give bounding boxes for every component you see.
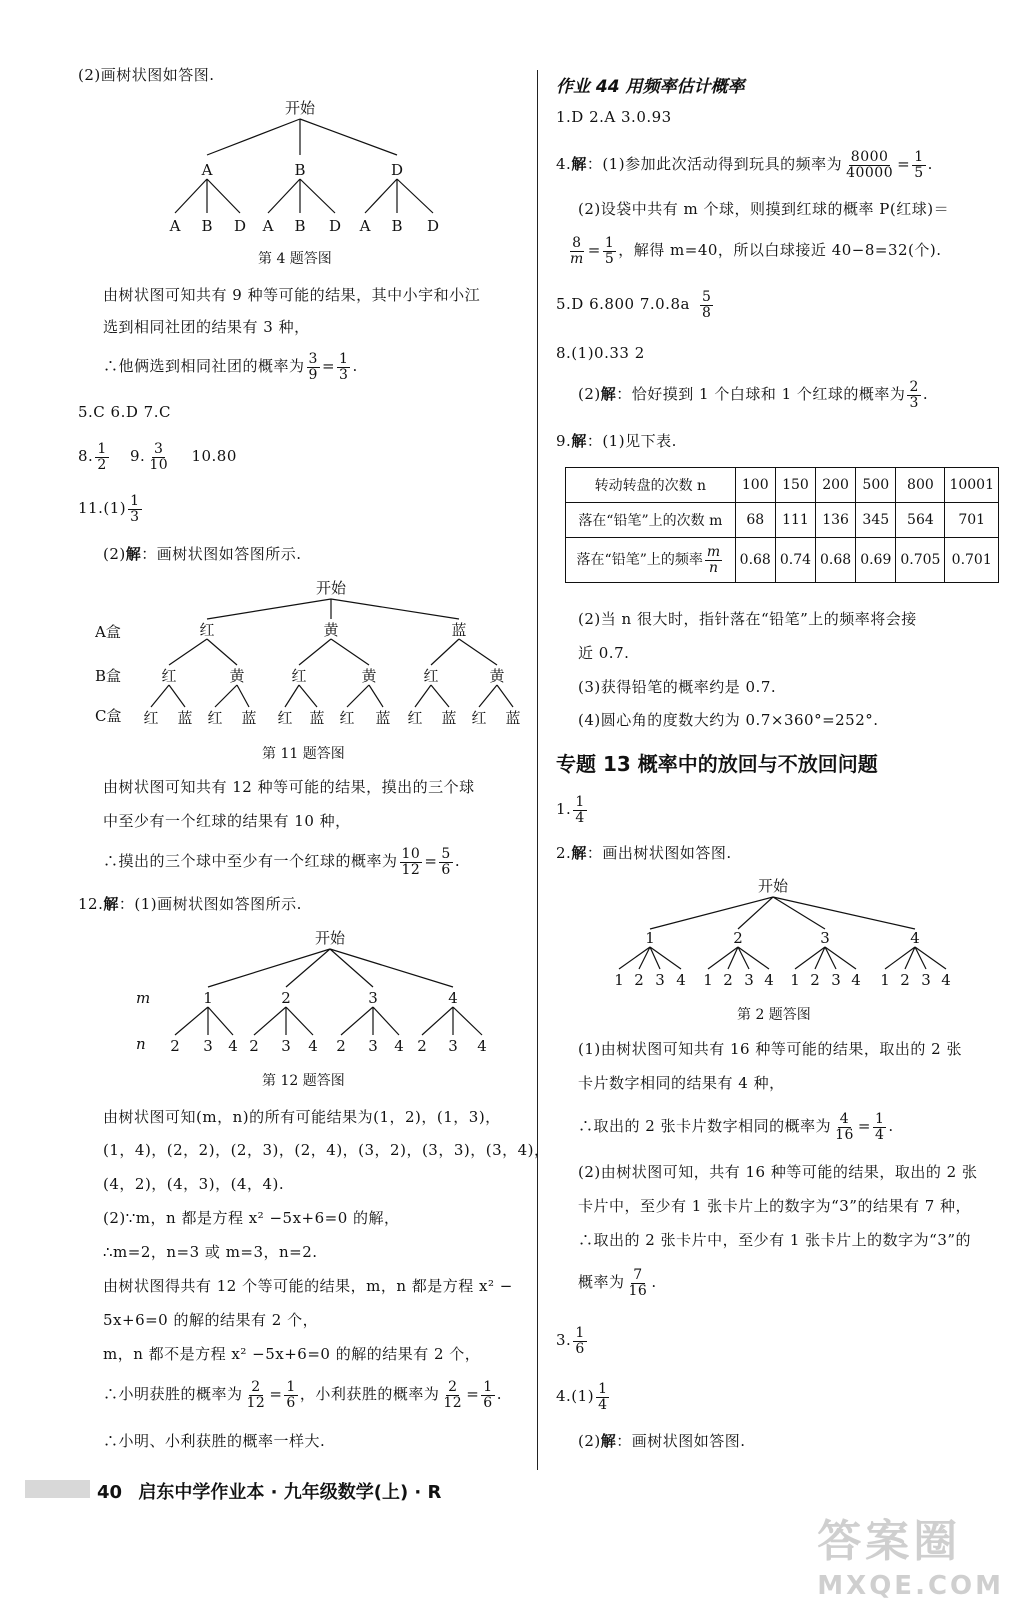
table-cell: 564 — [896, 503, 945, 538]
table-cell: 136 — [816, 503, 856, 538]
svg-text:B: B — [294, 161, 306, 179]
tree-q2 — [605, 873, 965, 993]
line: ∴小明、小利获胜的概率一样大. — [103, 1432, 326, 1450]
svg-text:黄: 黄 — [361, 667, 377, 685]
svg-text:4: 4 — [448, 989, 458, 1007]
svg-text:A盒: A盒 — [95, 623, 121, 641]
svg-text:B: B — [201, 217, 213, 235]
svg-text:黄: 黄 — [323, 621, 339, 639]
svg-text:4: 4 — [308, 1037, 318, 1055]
svg-text:4: 4 — [764, 971, 774, 989]
line: 由树状图可知共有 9 种等可能的结果，其中小宇和小江 — [103, 286, 481, 304]
svg-text:4: 4 — [851, 971, 861, 989]
svg-text:2: 2 — [723, 971, 733, 989]
line: ∴他俩选到相同社团的概率为 $\frac{3}{9}$ = $\frac{1}{3}$ . — [103, 351, 358, 383]
table-row — [566, 503, 999, 538]
table-cell: 111 — [775, 503, 815, 538]
table-row — [566, 468, 999, 503]
table-cell: 200 — [816, 468, 856, 503]
line: (2)∵m，n 都是方程 x² −5x+6=0 的解， — [103, 1209, 400, 1227]
line: (4，2)，(4，3)，(4，4). — [103, 1175, 285, 1193]
line: 由树状图可知(m，n)的所有可能结果为(1，2)，(1，3)， — [103, 1108, 501, 1126]
line: 卡片中，至少有 1 张卡片上的数字为“3”的结果有 7 种， — [578, 1197, 972, 1215]
line: (3)获得铅笔的概率约是 0.7. — [578, 678, 777, 696]
svg-text:黄: 黄 — [489, 667, 505, 685]
table-cell: 0.68 — [816, 538, 856, 583]
svg-text:4: 4 — [228, 1037, 238, 1055]
table-cell: 800 — [896, 468, 945, 503]
figure-caption: 第 11 题答图 — [262, 746, 345, 762]
line: 11.(1) $\frac{1}{3}$ — [78, 493, 140, 525]
homework-title: 作业 44 用频率估计概率 — [556, 77, 745, 97]
page-footer — [25, 1478, 441, 1504]
svg-text:m: m — [136, 989, 151, 1007]
line: 5.C 6.D 7.C — [78, 403, 171, 421]
line: (1)由树状图可知共有 16 种等可能的结果，取出的 2 张 — [578, 1040, 962, 1058]
svg-text:A: A — [201, 161, 213, 179]
svg-text:红: 红 — [199, 621, 215, 639]
svg-text:D: D — [233, 217, 247, 235]
line: ∴取出的 2 张卡片中，至少有 1 张卡片上的数字为“3”的 — [578, 1231, 972, 1249]
line: 12.解：(1)画树状图如答图所示. — [78, 895, 302, 913]
table-cell: 转动转盘的次数 n — [566, 468, 736, 503]
svg-text:3: 3 — [368, 1037, 378, 1055]
line: (2)画树状图如答图. — [78, 66, 215, 84]
line: 由树状图得共有 12 个等可能的结果，m，n 都是方程 x² − — [103, 1277, 513, 1295]
svg-text:红: 红 — [277, 709, 293, 727]
line: m，n 都不是方程 x² −5x+6=0 的解的结果有 2 个， — [103, 1345, 481, 1363]
line: 由树状图可知共有 12 种等可能的结果，摸出的三个球 — [103, 778, 475, 796]
svg-text:3: 3 — [744, 971, 754, 989]
svg-text:D: D — [390, 161, 404, 179]
svg-text:开始: 开始 — [314, 929, 346, 947]
svg-text:红: 红 — [471, 709, 487, 727]
svg-text:红: 红 — [291, 667, 307, 685]
table-cell: 0.701 — [945, 538, 999, 583]
svg-text:1: 1 — [645, 929, 655, 947]
svg-text:4: 4 — [477, 1037, 487, 1055]
line: $\frac{8}{m}$ = $\frac{1}{5}$ ，解得 m=40，所以白球接近 40−8=32(个). — [570, 235, 942, 267]
svg-text:3: 3 — [831, 971, 841, 989]
svg-text:n: n — [136, 1035, 146, 1053]
line: (2)解：画树状图如答图所示. — [103, 545, 302, 563]
line: 3. $\frac{1}{6}$ — [556, 1325, 585, 1357]
svg-text:蓝: 蓝 — [309, 709, 325, 727]
svg-text:蓝: 蓝 — [241, 709, 257, 727]
svg-text:蓝: 蓝 — [177, 709, 193, 727]
svg-text:红: 红 — [143, 709, 159, 727]
line: (4)圆心角的度数大约为 0.7×360°=252°. — [578, 711, 879, 729]
fraction: $\frac{1}{3}$ — [339, 351, 349, 383]
svg-text:2: 2 — [810, 971, 820, 989]
svg-text:2: 2 — [336, 1037, 346, 1055]
watermark: 答案圈 MXQE.COM — [817, 1516, 1004, 1601]
svg-text:3: 3 — [921, 971, 931, 989]
table-cell: 68 — [735, 503, 775, 538]
svg-text:3: 3 — [203, 1037, 213, 1055]
svg-text:红: 红 — [423, 667, 439, 685]
line: 2.解：画出树状图如答图. — [556, 844, 732, 862]
svg-text:A: A — [169, 217, 181, 235]
line: 近 0.7. — [578, 644, 630, 662]
svg-text:4: 4 — [676, 971, 686, 989]
table-row — [566, 538, 999, 583]
column-divider — [537, 70, 538, 1470]
table-cell: 701 — [945, 503, 999, 538]
table-cell: 100 — [735, 468, 775, 503]
line: 卡片数字相同的结果有 4 种， — [578, 1074, 785, 1092]
svg-text:黄: 黄 — [229, 667, 245, 685]
svg-text:红: 红 — [407, 709, 423, 727]
tree-q12 — [130, 925, 510, 1060]
svg-text:D: D — [328, 217, 342, 235]
book-title: 启东中学作业本 · 九年级数学(上) · R — [138, 1482, 442, 1503]
table-cell: 500 — [856, 468, 896, 503]
svg-text:4: 4 — [394, 1037, 404, 1055]
line: 概率为 $\frac{7}{16}$ . — [578, 1267, 657, 1299]
line: (2)当 n 很大时，指针落在“铅笔”上的频率将会接 — [578, 610, 917, 628]
line: 8. $\frac{1}{2}$ 9. $\frac{3}{10}$ 10.80 — [78, 441, 237, 473]
line: 9.解：(1)见下表. — [556, 432, 677, 450]
fraction: $\frac{3}{9}$ — [308, 351, 318, 383]
section-title: 专题 13 概率中的放回与不放回问题 — [556, 752, 878, 776]
svg-text:2: 2 — [733, 929, 743, 947]
svg-text:1: 1 — [880, 971, 890, 989]
tree-node: 开始 — [284, 99, 316, 117]
line: (2)设袋中共有 m 个球，则摸到红球的概率 P(红球)＝ — [578, 200, 950, 218]
svg-text:1: 1 — [614, 971, 624, 989]
svg-text:红: 红 — [161, 667, 177, 685]
line: 中至少有一个红球的结果有 10 种， — [103, 812, 351, 830]
tree-q11 — [95, 575, 535, 735]
figure-caption: 第 4 题答图 — [258, 251, 332, 267]
svg-text:A: A — [262, 217, 274, 235]
line: ∴小明获胜的概率为 $\frac{2}{12}$ = $\frac{1}{6}$ ，小利获胜的概率为 $\frac{2}{12}$ = $\frac{1}{6}$ . — [103, 1379, 502, 1411]
svg-text:蓝: 蓝 — [451, 621, 467, 639]
line: ∴m=2，n=3 或 m=3，n=2. — [103, 1243, 318, 1261]
line: (1，4)，(2，2)，(2，3)，(2，4)，(3，2)，(3，3)，(3，4)， — [103, 1141, 550, 1159]
table-cell: 0.68 — [735, 538, 775, 583]
line: 4.解：(1)参加此次活动得到玩具的频率为 $\frac{8000}{40000}$ = $\frac{1}{5}$ . — [556, 149, 933, 181]
svg-text:3: 3 — [655, 971, 665, 989]
svg-text:3: 3 — [368, 989, 378, 1007]
table-cell: 落在“铅笔”上的次数 m — [566, 503, 736, 538]
table-cell: 落在“铅笔”上的频率 $\frac{m}{n}$ — [566, 538, 736, 583]
svg-text:开始: 开始 — [757, 877, 789, 895]
svg-text:3: 3 — [820, 929, 830, 947]
svg-text:2: 2 — [634, 971, 644, 989]
line: (2)由树状图可知，共有 16 种等可能的结果，取出的 2 张 — [578, 1163, 978, 1181]
svg-text:3: 3 — [281, 1037, 291, 1055]
table-cell: 0.69 — [856, 538, 896, 583]
svg-text:A: A — [359, 217, 371, 235]
svg-text:2: 2 — [417, 1037, 427, 1055]
svg-text:4: 4 — [910, 929, 920, 947]
svg-text:C盒: C盒 — [95, 707, 122, 725]
line: 5x+6=0 的解的结果有 2 个， — [103, 1311, 319, 1329]
svg-text:1: 1 — [703, 971, 713, 989]
line: ∴摸出的三个球中至少有一个红球的概率为 $\frac{10}{12}$ = $\frac{5}{6}$ . — [103, 846, 461, 878]
svg-text:红: 红 — [339, 709, 355, 727]
svg-text:1: 1 — [203, 989, 213, 1007]
table-cell: 0.74 — [775, 538, 815, 583]
tree-q4 — [150, 95, 470, 245]
line: ∴取出的 2 张卡片数字相同的概率为 $\frac{4}{16}$ = $\frac{1}{4}$ . — [578, 1111, 894, 1143]
frequency-table — [565, 467, 999, 583]
svg-text:2: 2 — [900, 971, 910, 989]
svg-text:3: 3 — [448, 1037, 458, 1055]
svg-text:蓝: 蓝 — [375, 709, 391, 727]
svg-text:2: 2 — [281, 989, 291, 1007]
line: 1.D 2.A 3.0.93 — [556, 108, 672, 126]
page-number: 40 — [97, 1482, 123, 1503]
line: 选到相同社团的结果有 3 种， — [103, 318, 310, 336]
table-cell: 150 — [775, 468, 815, 503]
table-cell: 345 — [856, 503, 896, 538]
svg-text:4: 4 — [941, 971, 951, 989]
line: (2)解：画树状图如答图. — [578, 1432, 746, 1450]
svg-text:红: 红 — [207, 709, 223, 727]
svg-text:开始: 开始 — [315, 579, 347, 597]
svg-text:2: 2 — [249, 1037, 259, 1055]
svg-text:蓝: 蓝 — [441, 709, 457, 727]
table-cell: 0.705 — [896, 538, 945, 583]
svg-text:2: 2 — [170, 1037, 180, 1055]
figure-caption: 第 2 题答图 — [737, 1007, 811, 1023]
svg-text:1: 1 — [790, 971, 800, 989]
svg-text:B盒: B盒 — [95, 667, 122, 685]
svg-text:蓝: 蓝 — [505, 709, 521, 727]
table-cell: 10001 — [945, 468, 999, 503]
line: (2)解：恰好摸到 1 个白球和 1 个红球的概率为 $\frac{2}{3}$ . — [578, 379, 929, 411]
line: 4.(1) $\frac{1}{4}$ — [556, 1381, 608, 1413]
svg-text:D: D — [426, 217, 440, 235]
figure-caption: 第 12 题答图 — [262, 1073, 345, 1089]
line: 5.D 6.800 7.0.8a $\frac{5}{8}$ — [556, 289, 712, 321]
svg-text:B: B — [391, 217, 403, 235]
svg-text:B: B — [294, 217, 306, 235]
line: 1. $\frac{1}{4}$ — [556, 794, 585, 826]
line: 8.(1)0.33 2 — [556, 344, 645, 362]
